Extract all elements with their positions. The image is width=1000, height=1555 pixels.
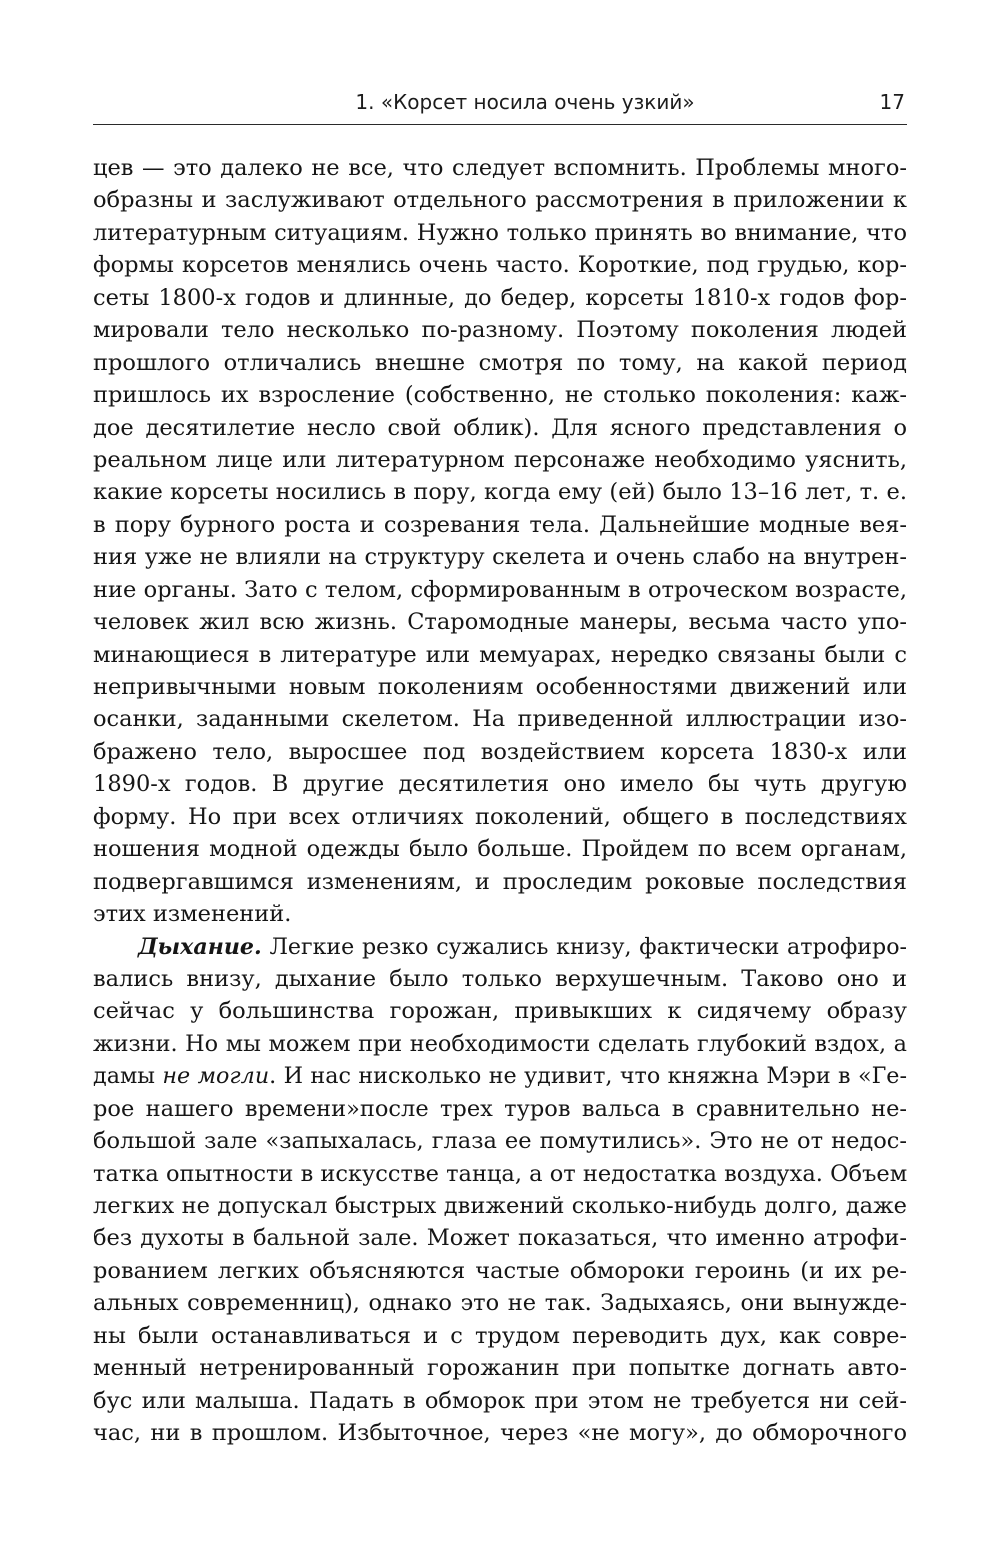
text-line: бражено тело, выросшее под воздействием корсета 1830-х или (93, 738, 907, 765)
text-line: какие корсеты носились в пору, когда ему (ей) было 13–16 лет, т. е. (93, 479, 907, 506)
text-line: человек жил всю жизнь. Старомодные манеры, весьма часто упо- (93, 609, 907, 636)
text-line: формы корсетов менялись очень часто. Короткие, под грудью, кор- (93, 252, 907, 279)
text-line: непривычными новым поколениям особенностями движений или (93, 674, 907, 700)
text-line: прошлого отличались внешне смотря по тому, на какой период (93, 349, 907, 376)
page-number: 17 (879, 90, 905, 114)
text-line: ны были останавливаться и с трудом переводить дух, как совре- (93, 1322, 907, 1349)
text-line: осанки, заданными скелетом. На приведенной иллюстрации изо- (93, 706, 907, 733)
text-line: дое десятилетие несло свой облик). Для ясного представления о (93, 414, 907, 441)
text-line: форму. Но при всех отличиях поколений, общего в последствиях (93, 803, 907, 830)
text-line: легких не допускал быстрых движений сколько-нибудь долго, даже (93, 1193, 907, 1219)
text-line-with-emphasis (93, 1060, 907, 1092)
chapter-title: 1. «Корсет носила очень узкий» (355, 90, 695, 114)
text-run: Легкие резко сужались книзу, фактически атрофиро- (261, 933, 907, 960)
text-line: альных современниц), однако это не так. Задыхаясь, они вынужде- (93, 1290, 907, 1317)
text-line: этих изменений. (93, 901, 292, 928)
text-line: подвергавшимся изменениям, и проследим роковые последствия (93, 868, 907, 895)
paragraph-start-line (93, 931, 907, 963)
text-line: 1890-х годов. В другие десятилетия оно имело бы чуть другую (93, 771, 907, 798)
text-line: в пору бурного роста и созревания тела. Дальнейшие модные вея- (93, 511, 907, 538)
section-heading: Дыхание. (138, 933, 262, 960)
text-line: пришлось их взросление (собственно, не столько поколения: каж- (93, 382, 907, 409)
text-line: сеты 1800-х годов и длинные, до бедер, корсеты 1810-х годов фор- (93, 284, 907, 311)
text-line: без духоты в бальной зале. Может показаться, что именно атрофи- (93, 1225, 907, 1252)
text-line: рое нашего времени»после трех туров вальса в сравнительно не- (93, 1095, 907, 1122)
text-line: час, ни в прошлом. Избыточное, через «не могу», до обморочного (93, 1420, 907, 1447)
running-header (93, 84, 907, 125)
text-line: жизни. Но мы можем при необходимости сделать глубокий вздох, а (93, 1030, 907, 1057)
text-line: мировали тело несколько по-разному. Поэтому поколения людей (93, 317, 907, 344)
text-line: большой зале «запыхалась, глаза ее помутились». Это не от недос- (93, 1128, 907, 1155)
text-line: сейчас у большинства горожан, привыкших к сидячему образу (93, 998, 907, 1025)
text-line: образны и заслуживают отдельного рассмотрения в приложении к (93, 187, 907, 214)
text-line: реальном лице или литературном персонаже необходимо уяснить, (93, 446, 907, 473)
text-line: менный нетренированный горожанин при попытке догнать авто- (93, 1355, 907, 1382)
text-run: дамы (93, 1063, 163, 1090)
text-run: . И нас нисколько не удивит, что княжна Мэри в «Ге- (269, 1063, 907, 1090)
text-line: ношения модной одежды было больше. Пройдем по всем органам, (93, 836, 907, 863)
text-line: цев — это далеко не все, что следует вспомнить. Проблемы много- (93, 155, 907, 181)
body-text (93, 152, 907, 1450)
text-line: вались внизу, дыхание было только верхушечным. Таково оно и (93, 965, 907, 992)
emphasis-text: не могли (162, 1063, 270, 1090)
text-line: литературным ситуациям. Нужно только принять во внимание, что (93, 219, 907, 246)
text-line: минающиеся в литературе или мемуарах, нередко связаны были с (93, 641, 907, 668)
text-line: ния уже не влияли на структуру скелета и очень слабо на внутрен- (93, 544, 907, 571)
text-line: татка опытности в искусстве танца, а от недостатка воздуха. Объем (93, 1160, 907, 1187)
text-line: бус или малыша. Падать в обморок при этом не требуется ни сей- (93, 1387, 907, 1414)
text-line: ние органы. Зато с телом, сформированным в отроческом возрасте, (93, 576, 907, 603)
text-line: рованием легких объясняются частые обмороки героинь (и их ре- (93, 1257, 907, 1284)
